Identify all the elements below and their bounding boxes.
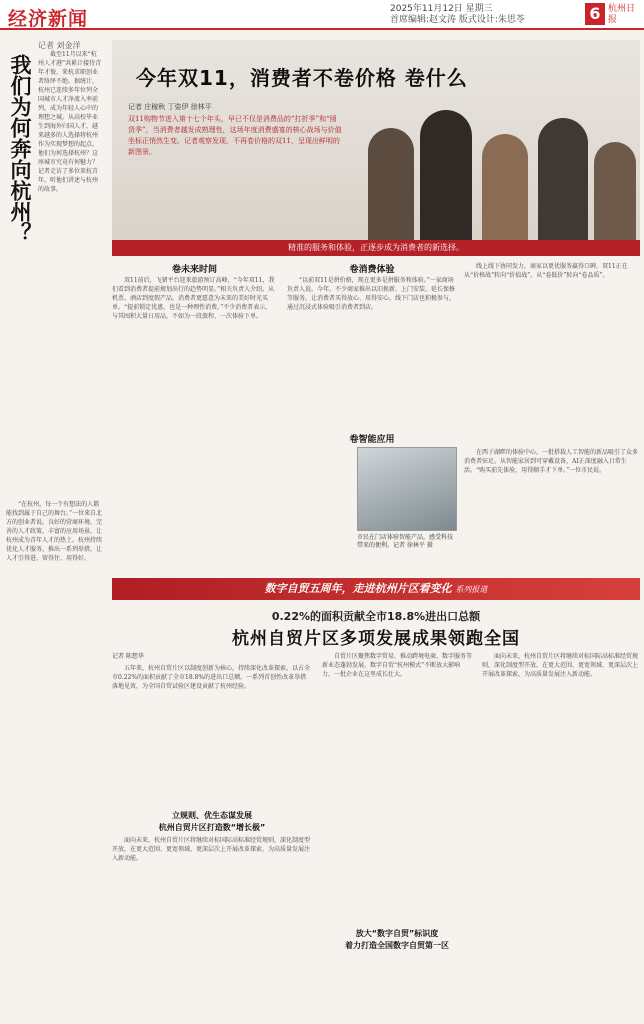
hero-strip: 精准的服务和体验，正逐步成为消费者的新选择。	[112, 240, 640, 256]
mid-section	[112, 262, 640, 572]
lower-col-1: 五年来，杭州自贸片区以制度创新为核心，持续深化改革探索，以占全市0.22%的面积贡献了全市18.8%的进出口总额。一系列首创性改革举措落地见效，为全国自贸试验区建设贡献了杭州经验。	[112, 665, 311, 690]
mid-heading-1: 卷未来时间	[171, 265, 217, 275]
lower-heading-2: 放大“数字自贸”标识度	[355, 929, 439, 938]
mid-col-3: 线上线下协同发力，商家以更优服务赢得口碑，双11正在从“价格战”转向“价值战”，从“卷低价”转向“卷品质”。	[464, 263, 628, 279]
mid-photo-caption: 市民在门店体验智能产品，感受科技带来的便利。记者 徐林平 摄	[357, 534, 454, 549]
mid-heading-2: 卷消费体验	[349, 265, 395, 275]
lower-article	[112, 652, 640, 1018]
lower-heading-2b: 着力打造全国数字自贸第一区	[345, 941, 449, 950]
left-article-body: 截至11月以来“杭州人才港”共累计接待青年才俊，来杭求职创业者络绎不绝。据统计，杭州已连续多年位列全国城市人才净流入率前列，成为年轻人心中的理想之城。从高校毕业生到海外归国人才，越来越多的人选择将杭州作为实现梦想的起点。他们为何选择杭州？这座城市究竟有何魅力？记者走访了多位来杭青年，听他们讲述与杭州的故事。	[38, 51, 102, 193]
dateline	[390, 4, 590, 26]
hero-title: 今年双11，消费者不卷价格 卷什么	[136, 66, 468, 90]
hero-article	[112, 40, 640, 256]
lower-title: 杭州自贸片区多项发展成果领跑全国	[232, 629, 520, 649]
newspaper-logo: 杭州日报	[608, 4, 636, 25]
left-article-byline: 记者 刘金洋	[38, 41, 81, 50]
lower-col-1b: 面向未来，杭州自贸片区将继续对标国际高标准经贸规则，深化制度型开放，在更大范围、更宽领域、更深层次上开展改革探索，为高质量发展注入新动能。	[112, 837, 311, 862]
lower-heading-1b: 杭州自贸片区打造数“增长极”	[158, 823, 266, 832]
lower-col-3: 面向未来，杭州自贸片区将继续对标国际高标准经贸规则，深化制度型开放，在更大范围、更宽领域、更深层次上开展改革探索，为高质量发展注入新动能。	[482, 653, 639, 678]
hero-byline: 记者 庄稼秋 丁姿伊 徐林平	[128, 103, 212, 111]
banner-tag: 系列报道	[455, 585, 488, 594]
mid-col-1: 双11前后，飞猪平台迎来旅游预订高峰，“今年双11，我们看到消费者提前规划出行的趋势明显。”相关负责人介绍。从机票、酒店到度假产品，消费者更愿意为未来的美好时光买单。“提前锁定优惠，也是一种理性消费。”不少消费者表示，与其囤积大量日用品，不如为一段旅程、一次体验下单。	[112, 277, 275, 320]
hero-photo	[358, 96, 638, 246]
left-article-title: 我们为何奔向杭州？	[8, 54, 32, 243]
hero-intro: 双11购物节进入第十七个年头，早已不仅是消费品的“打折季”和“囤货季”，当消费者越发成熟理性，这场年度消费盛宴的核心战场与价值坐标正悄然生变。记者观察发现，不再卷价格的双11，呈现出鲜明的新图景。	[128, 115, 342, 156]
mid-photo	[357, 447, 457, 531]
mid-col-4: 在西子湖畔的体验中心，一批搭载人工智能的新品吸引了众多消费者驻足。从智能家居到可穿戴设备，AI正深度融入日常生活。“购买前先体验，用得顺手才下单。”一位市民说。	[464, 449, 639, 474]
editors: 首席编辑:赵文涛 版式设计:朱思苓	[390, 15, 525, 25]
page-header	[0, 0, 644, 30]
lower-subtitle: 0.22%的面积贡献全市18.8%进出口总额	[271, 610, 481, 623]
section-title: 经济新闻	[8, 8, 89, 30]
mid-heading-3: 卷智能应用	[349, 435, 395, 445]
lower-col-2: 自贸片区聚焦数字贸易，推动跨境电商、数字服务等新业态蓬勃发展，数字自贸“杭州模式”不断放大影响力，一批企业在这里成长壮大。	[322, 653, 472, 678]
date: 2025年11月12日 星期三	[390, 4, 493, 14]
mid-col-2: “以前双11是拼价格，现在更多是拼服务和体验。”一家商场负责人说。今年，不少商家推出以旧换新、上门安装、延长保修等服务，让消费者买得放心、用得安心。线下门店也积极参与，通过沉浸式体验吸引消费者到店。	[287, 277, 456, 311]
lower-byline: 记者 陈想华	[112, 653, 144, 660]
banner-text: 数字自贸五周年，走进杭州片区看变化	[264, 582, 452, 595]
left-article	[6, 40, 104, 520]
page-number: 6	[585, 3, 605, 25]
left-article-body-cont: “在杭州，每一个有想法的人都能找到属于自己的舞台。”一位来自北方的创业者说。良好的营商环境、完善的人才政策、丰富的应用场景，让杭州成为青年人才的热土。杭州持续优化人才服务，推出一系列举措，让人才引得进、留得住、用得好。	[6, 501, 103, 562]
series-banner	[112, 578, 640, 600]
lower-heading-1: 立规则、优生态谋发展	[172, 811, 252, 820]
